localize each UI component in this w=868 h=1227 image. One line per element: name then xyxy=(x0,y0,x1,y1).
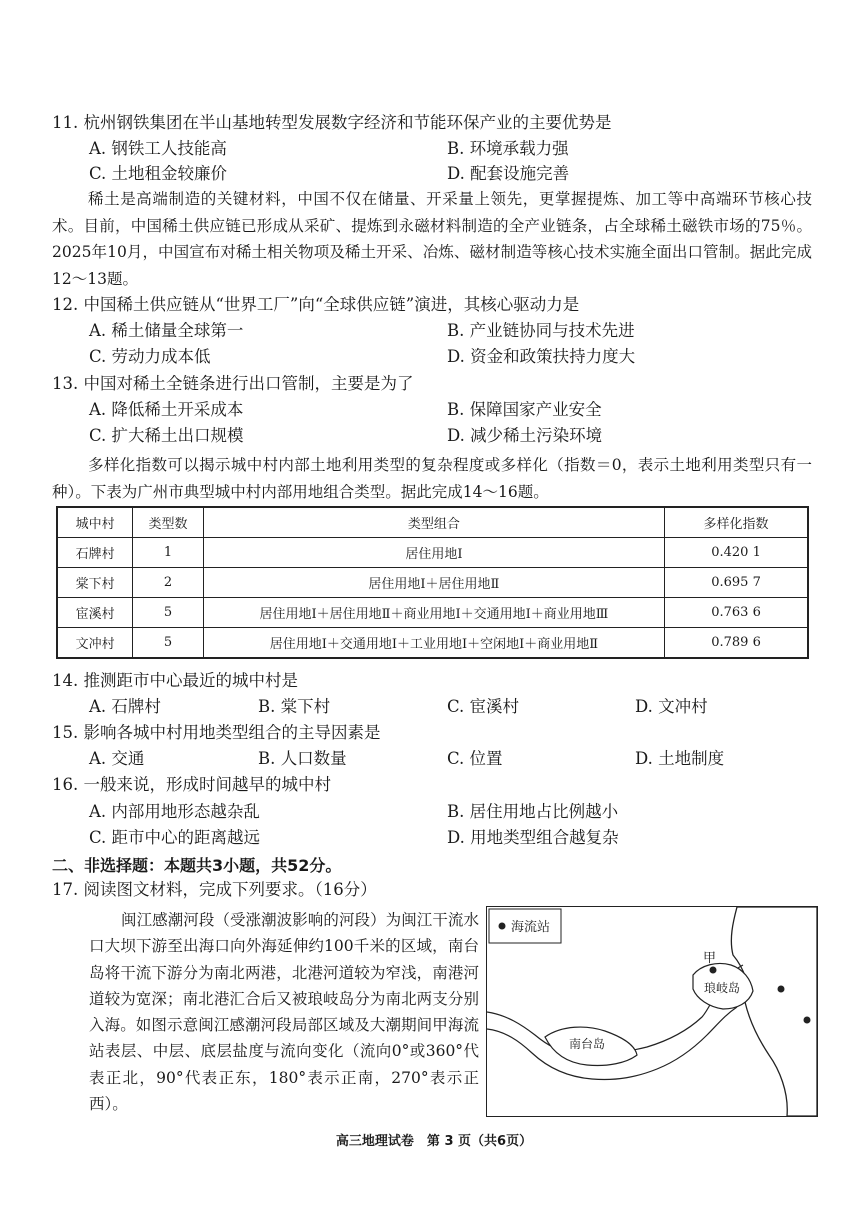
q14-option-c: C. 宦溪村 xyxy=(447,697,520,716)
q11-option-b: B. 环境承载力强 xyxy=(447,139,569,158)
q13-stem: 13. 中国对稀土全链条进行出口管制，主要是为了 xyxy=(52,374,414,393)
map-graphic xyxy=(487,907,817,1116)
table-header: 类型数 xyxy=(133,507,203,538)
map-label-jia: 甲 xyxy=(703,951,717,966)
table-header: 类型组合 xyxy=(203,507,664,538)
q12-option-d: D. 资金和政策扶持力度大 xyxy=(447,347,636,366)
table-row xyxy=(57,538,808,568)
q15-option-c: C. 位置 xyxy=(447,749,503,768)
station-jia-marker xyxy=(710,967,717,974)
q13-option-c: C. 扩大稀土出口规模 xyxy=(89,426,244,445)
table-cell: 5 xyxy=(133,628,203,659)
passage-14-16: 多样化指数可以揭示城中村内部土地利用类型的复杂程度或多样化（指数＝0，表示土地利用类型只有一种）。下表为广州市典型城中村内部用地组合类型。据此完成14～16题。 xyxy=(52,456,812,501)
table-cell: 5 xyxy=(133,598,203,628)
station-marker xyxy=(778,986,785,993)
coastline xyxy=(731,907,817,1116)
table-cell: 2 xyxy=(133,568,203,598)
table-row xyxy=(57,598,808,628)
table-row xyxy=(57,568,808,598)
q11-option-d: D. 配套设施完善 xyxy=(447,164,570,183)
q14-option-d: D. 文冲村 xyxy=(635,697,708,716)
table-cell: 居住用地Ⅰ＋居住用地Ⅱ＋商业用地Ⅰ＋交通用地Ⅰ＋商业用地Ⅲ xyxy=(203,598,664,628)
q13-option-d: D. 减少稀土污染环境 xyxy=(447,426,603,445)
table-header: 城中村 xyxy=(57,507,133,538)
land-use-table xyxy=(56,506,809,659)
q16-option-d: D. 用地类型组合越复杂 xyxy=(447,828,619,847)
q14-option-a: A. 石牌村 xyxy=(89,697,161,716)
q17-stem: 17. 阅读图文材料，完成下列要求。（16分） xyxy=(52,880,377,899)
station-legend-icon xyxy=(499,923,506,930)
q11-option-a: A. 钢铁工人技能高 xyxy=(89,139,227,158)
q16-stem: 16. 一般来说，形成时间越早的城中村 xyxy=(52,775,331,794)
q16-option-b: B. 居住用地占比例越小 xyxy=(447,802,619,821)
q15-option-a: A. 交通 xyxy=(89,749,145,768)
station-marker xyxy=(804,1017,811,1024)
estuary-map xyxy=(486,906,818,1117)
map-label-langqi: 琅岐岛 xyxy=(704,981,741,995)
q13-option-a: A. 降低稀土开采成本 xyxy=(89,400,244,419)
q16-option-c: C. 距市中心的距离越远 xyxy=(89,828,261,847)
q13-option-b: B. 保障国家产业安全 xyxy=(447,400,602,419)
q12-option-b: B. 产业链协同与技术先进 xyxy=(447,321,635,340)
table-row xyxy=(57,628,808,659)
q16-option-a: A. 内部用地形态越杂乱 xyxy=(89,802,260,821)
table-cell: 居住用地Ⅰ＋交通用地Ⅰ＋工业用地Ⅰ＋空闲地Ⅰ＋商业用地Ⅱ xyxy=(203,628,664,659)
table-cell: 0.420 1 xyxy=(665,538,808,568)
table-cell: 石牌村 xyxy=(57,538,133,568)
table-cell: 文冲村 xyxy=(57,628,133,659)
q17-passage: 闽江感潮河段（受涨潮波影响的河段）为闽江干流水口大坝下游至出海口向外海延伸约100千米的区域，南台岛将干流下游分为南北两港，北港河道较为窄浅，南港河道较为宽深；南北港汇合后又被琅岐岛分为南北两支分别入海。如图示意闽江感潮河段局部区域及大潮期间甲海流站表层、中层、底层盐度与流向变化（流向0°或360°代表正北，90°代表正东，180°表示正南，270°表示正西）。 xyxy=(89,911,479,1114)
table-cell: 居住用地Ⅰ＋居住用地Ⅱ xyxy=(203,568,664,598)
q15-stem: 15. 影响各城中村用地类型组合的主导因素是 xyxy=(52,723,381,742)
table-cell: 0.763 6 xyxy=(665,598,808,628)
q15-option-b: B. 人口数量 xyxy=(258,749,347,768)
passage-12-13: 稀土是高端制造的关键材料，中国不仅在储量、开采量上领先，更掌握提炼、加工等中高端环节核心技术。目前，中国稀土供应链已形成从采矿、提炼到永磁材料制造的全产业链条，占全球稀土磁铁市场的75％。2025年10月，中国宣布对稀土相关物项及稀土开采、冶炼、磁材制造等核心技术实施全面出口管制。据此完成12～13题。 xyxy=(52,190,812,288)
map-legend-label: 海流站 xyxy=(511,920,551,935)
q14-option-b: B. 棠下村 xyxy=(258,697,331,716)
q11-stem: 11. 杭州钢铁集团在半山基地转型发展数字经济和节能环保产业的主要优势是 xyxy=(52,113,612,132)
q12-option-a: A. 稀土储量全球第一 xyxy=(89,321,244,340)
q14-stem: 14. 推测距市中心最近的城中村是 xyxy=(52,671,298,690)
table-header: 多样化指数 xyxy=(665,507,808,538)
page-footer: 高三地理试卷 第 3 页（共6页） xyxy=(335,1134,533,1149)
table-cell: 1 xyxy=(133,538,203,568)
q12-option-c: C. 劳动力成本低 xyxy=(89,347,211,366)
q15-option-d: D. 土地制度 xyxy=(635,749,725,768)
map-label-nantai: 南台岛 xyxy=(569,1037,606,1051)
table-cell: 宦溪村 xyxy=(57,598,133,628)
table-header-row xyxy=(57,507,808,538)
table-cell: 0.695 7 xyxy=(665,568,808,598)
table-cell: 0.789 6 xyxy=(665,628,808,659)
q12-stem: 12. 中国稀土供应链从“世界工厂”向“全球供应链”演进，其核心驱动力是 xyxy=(52,295,580,314)
section-heading: 二、非选择题：本题共3小题，共52分。 xyxy=(52,856,342,875)
table-cell: 棠下村 xyxy=(57,568,133,598)
q11-option-c: C. 土地租金较廉价 xyxy=(89,164,228,183)
table-cell: 居住用地Ⅰ xyxy=(203,538,664,568)
